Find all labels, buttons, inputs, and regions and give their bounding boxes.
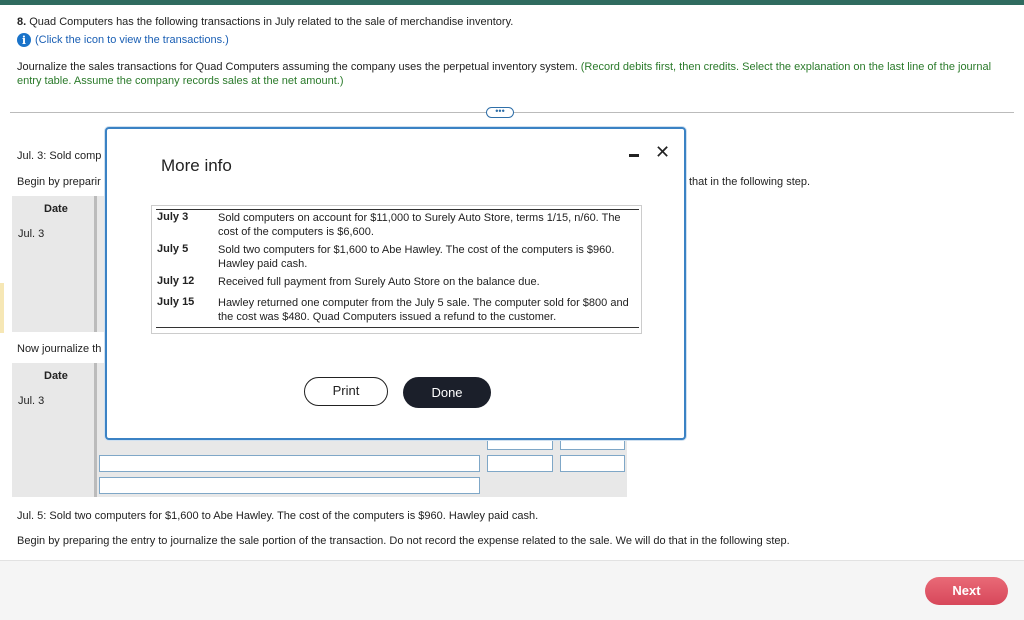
transactions-bottom-rule [156, 327, 639, 328]
instructions [17, 60, 1007, 88]
credit-input[interactable] [560, 455, 625, 472]
begin-label: Begin by preparir [17, 176, 101, 188]
minimize-icon[interactable]: ▬ [629, 149, 639, 160]
table2-separator [94, 363, 97, 497]
info-icon[interactable]: i [17, 33, 31, 47]
footer-bar [0, 560, 1024, 620]
transaction-desc: Sold computers on account for $11,000 to Surely Auto Store, terms 1/15, n/60. The cost of the computers is $6,600. [218, 212, 621, 238]
left-highlight-bar [0, 283, 4, 333]
transaction-date: July 12 [157, 275, 195, 287]
debit-input[interactable] [487, 455, 553, 472]
question-text: Quad Computers has the following transactions in July related to the sale of merchandise inventory. [29, 16, 514, 28]
info-line [17, 33, 229, 47]
begin-preparing-text: Begin by preparing the entry to journalize the sale portion of the transaction. Do not record the expense related to the sale. We will do that in the following step. [17, 535, 790, 547]
transactions-top-rule [156, 209, 639, 210]
modal-title: More info [161, 156, 232, 175]
explanation-input[interactable] [99, 477, 480, 494]
close-icon[interactable]: ✕ [655, 142, 671, 162]
transaction-desc: Received full payment from Surely Auto Store on the balance due. [218, 276, 540, 288]
transaction-date: July 5 [157, 243, 189, 255]
instruction-text: Journalize the sales transactions for Quad Computers assuming the company uses the perpetual inventory system. [17, 61, 581, 73]
question-number: 8. [17, 16, 27, 28]
table1-date-value: Jul. 3 [18, 228, 45, 240]
account-input[interactable] [99, 455, 480, 472]
print-button[interactable]: Print [304, 377, 388, 406]
jul5-text: Jul. 5: Sold two computers for $1,600 to Abe Hawley. The cost of the computers is $960. Hawley paid cash. [17, 510, 539, 522]
begin-label-tail: that in the following step. [689, 176, 811, 188]
view-transactions-link[interactable]: (Click the icon to view the transactions.) [35, 34, 229, 46]
now-journalize-label: Now journalize th [17, 343, 102, 355]
table2-date-value: Jul. 3 [18, 395, 45, 407]
transaction-desc: Sold two computers for $1,600 to Abe Hawley. The cost of the computers is $960. Hawley paid cash. [218, 244, 615, 270]
expand-ellipsis-button[interactable]: ••• [486, 107, 514, 118]
transaction-desc: Hawley returned one computer from the July 5 sale. The computer sold for $800 and the cost was $480. Quad Computers issued a refund to the customer. [218, 297, 629, 323]
question-title [17, 16, 513, 28]
transaction-date: July 3 [157, 211, 189, 223]
instruction-note: (Record debits first, then credits. Select the explanation on the last line of the journal entry table. Assume the company records sales at the net amount.) [17, 61, 992, 87]
next-button[interactable]: Next [925, 577, 1008, 605]
table1-date-header: Date [44, 203, 68, 215]
jul3-label: Jul. 3: Sold comp [17, 150, 102, 162]
transaction-date: July 15 [157, 296, 195, 308]
more-info-modal [105, 127, 686, 440]
table1-separator [94, 196, 97, 332]
done-button[interactable]: Done [403, 377, 491, 408]
top-accent-bar [0, 0, 1024, 5]
table2-date-header: Date [44, 370, 68, 382]
